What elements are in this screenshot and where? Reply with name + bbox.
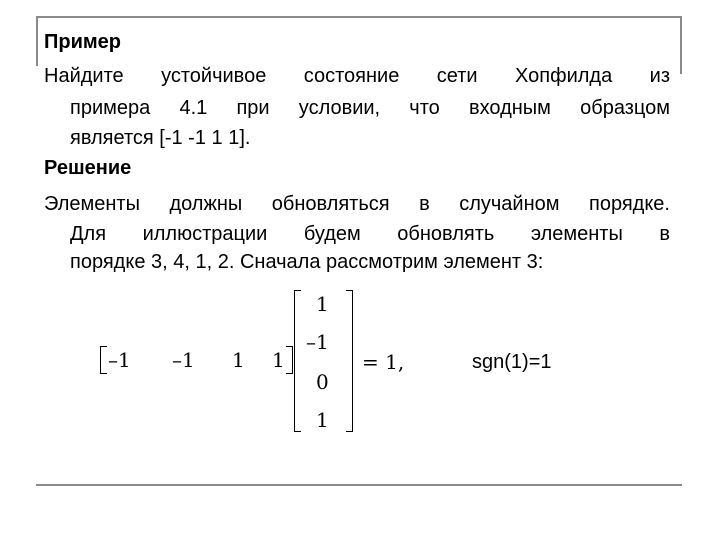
slide-frame-right-line (680, 16, 682, 74)
column-vector-entry-2: –1 (306, 330, 329, 354)
formula-result: = 1, (362, 350, 405, 374)
row-vector-entry-1: –1 (108, 348, 131, 372)
task-line-1: Найдите устойчивое состояние сети Хопфилда из (44, 65, 670, 87)
solution-line-1: Элементы должны обновляться в случайном порядке. (44, 193, 670, 215)
column-vector-entry-4: 1 (316, 408, 329, 432)
column-vector-left-bracket (294, 290, 301, 432)
task-line-3: является [-1 -1 1 1]. (70, 127, 251, 149)
column-vector-entry-3: 0 (316, 370, 329, 394)
row-vector-entry-3: 1 (232, 348, 245, 372)
slide-frame-bottom-line (36, 484, 682, 486)
row-vector-left-bracket (100, 346, 107, 374)
solution-line-2: Для иллюстрации будем обновлять элементы в (70, 223, 670, 245)
row-vector-right-bracket (286, 346, 293, 374)
column-vector-right-bracket (346, 290, 353, 432)
solution-line-3: порядке 3, 4, 1, 2. Сначала рассмотрим элемент 3: (70, 251, 544, 273)
slide-frame-left-line (36, 16, 38, 66)
solution-heading: Решение (44, 157, 132, 179)
column-vector-entry-1: 1 (316, 292, 329, 316)
example-heading: Пример (44, 31, 122, 53)
slide-frame-top-line (36, 16, 682, 18)
row-vector-entry-2: –1 (172, 348, 195, 372)
row-vector-entry-4: 1 (272, 348, 285, 372)
sgn-result: sgn(1)=1 (472, 351, 552, 373)
task-line-2: примера 4.1 при условии, что входным образцом (70, 97, 670, 119)
